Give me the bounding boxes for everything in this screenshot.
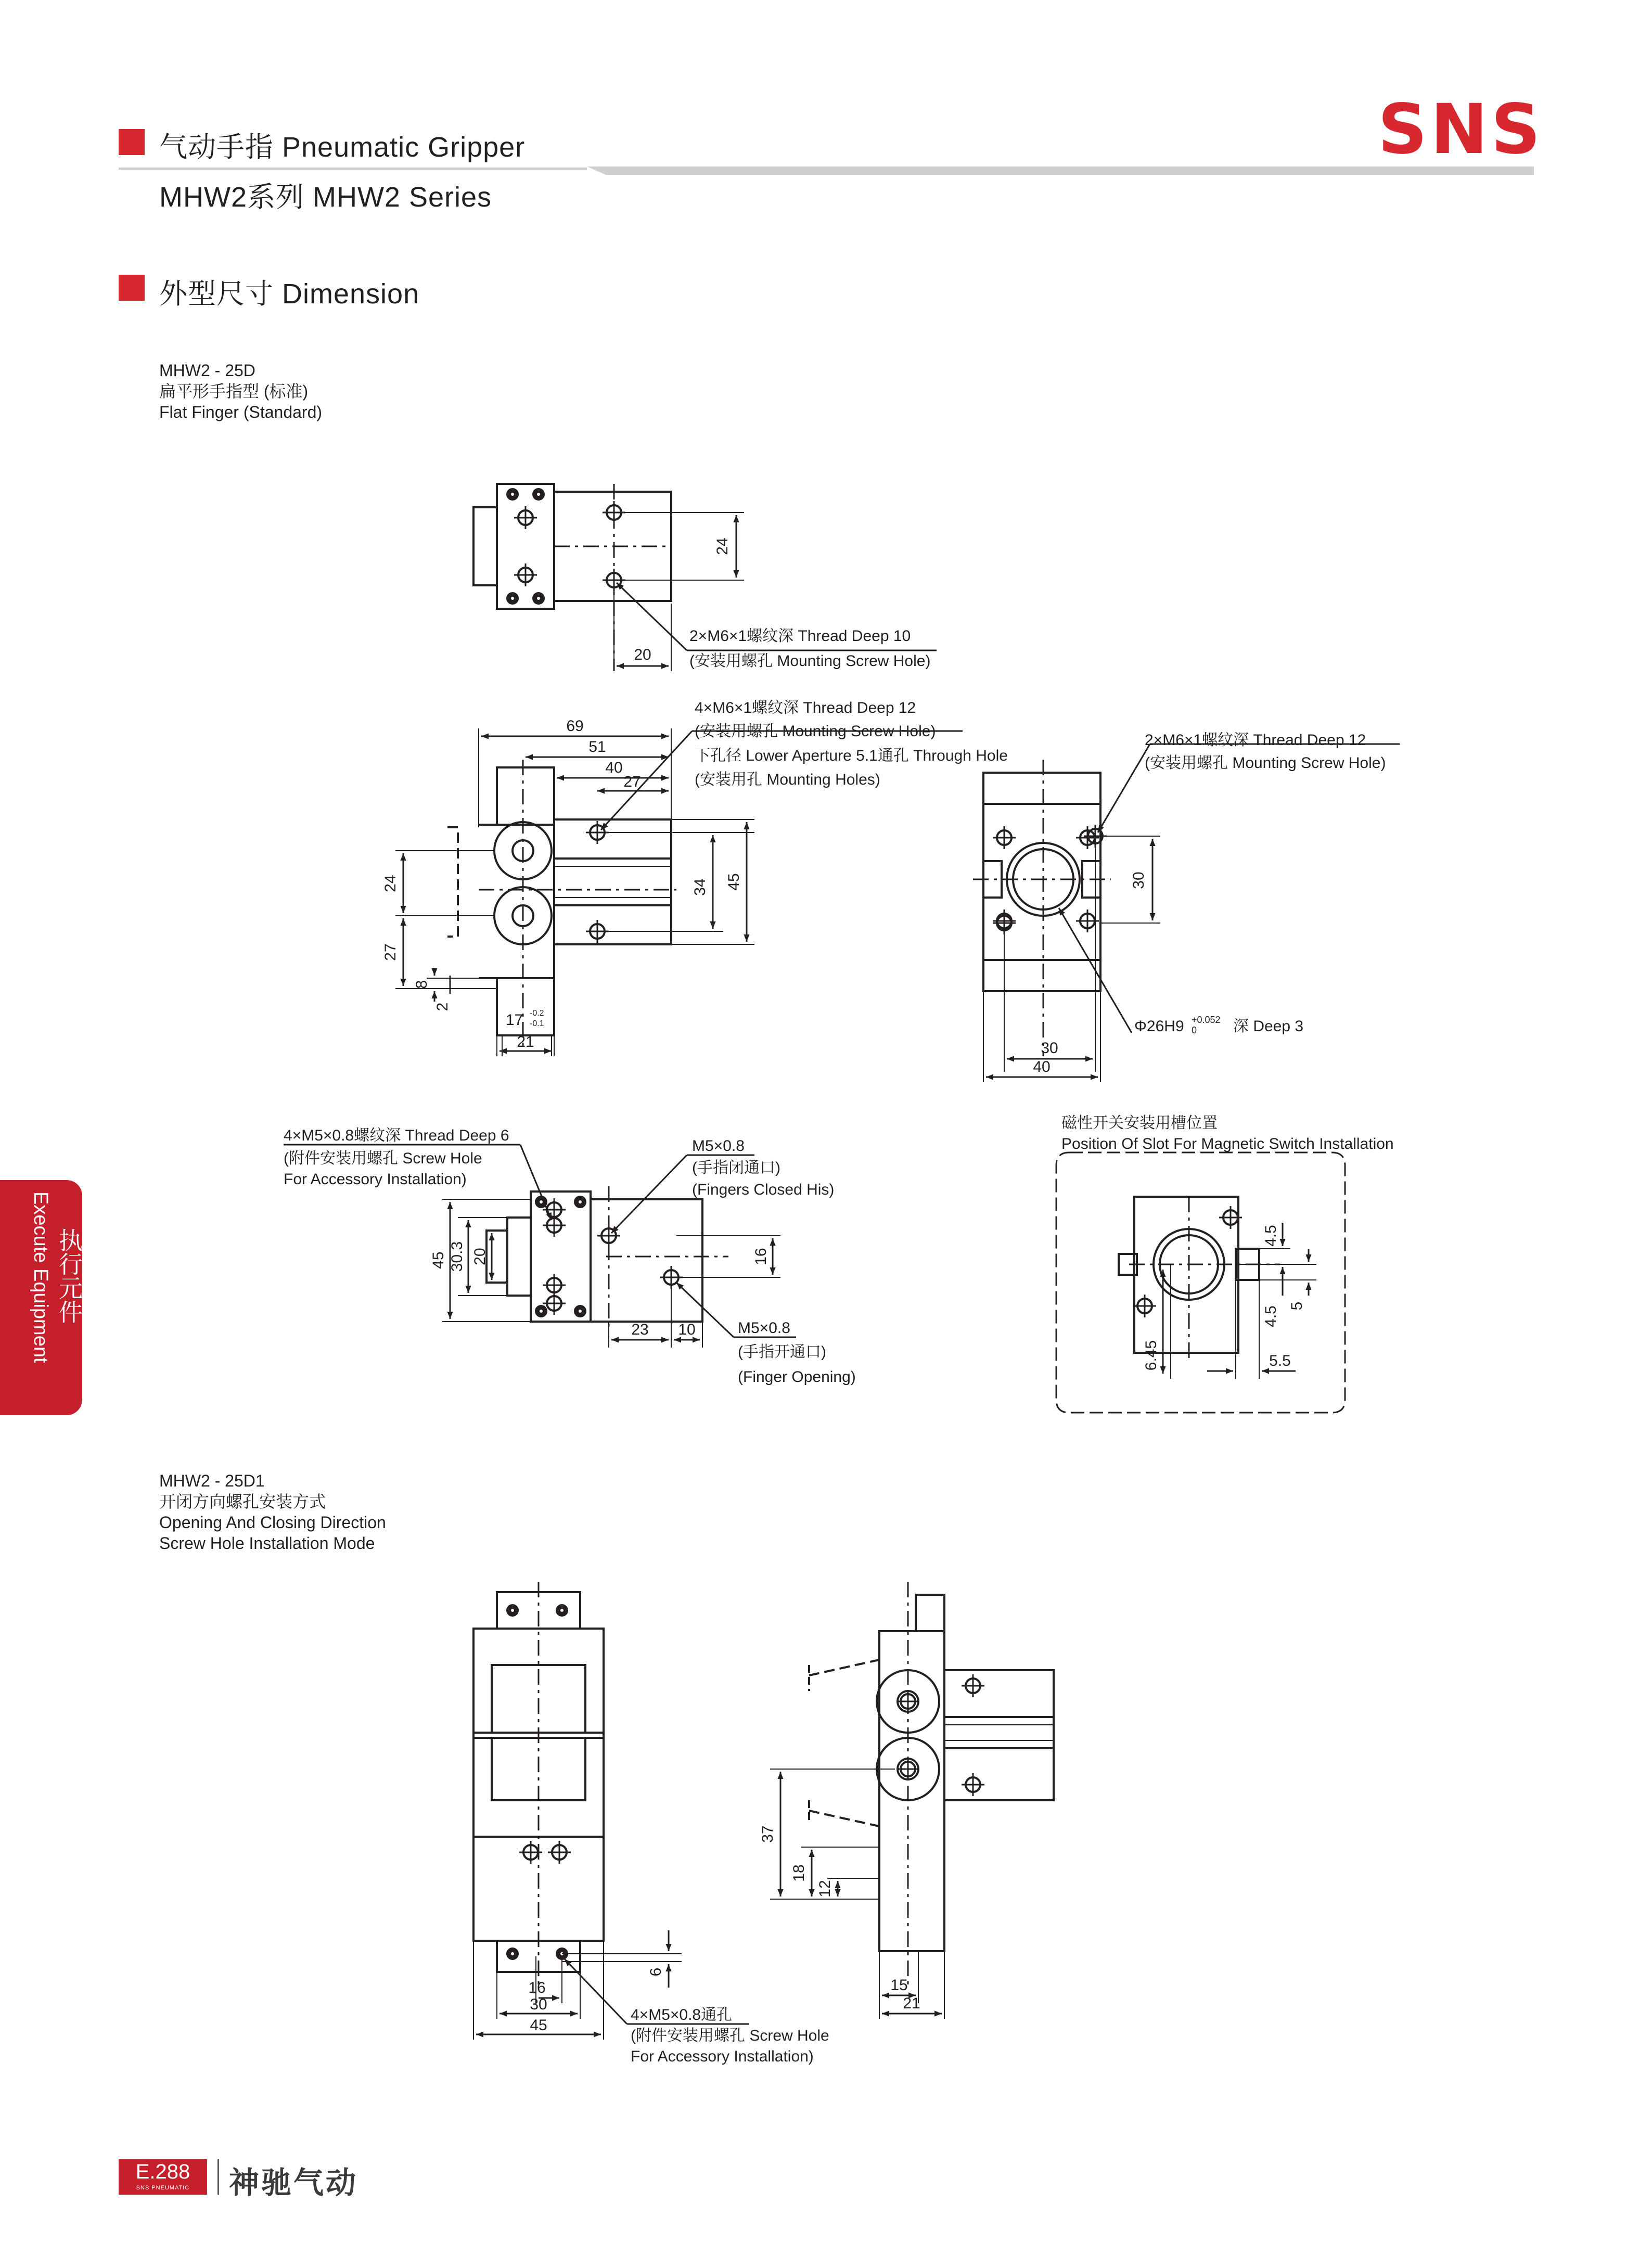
- callout-open-2: (手指开通口): [738, 1343, 826, 1361]
- footer-divider: [217, 2159, 219, 2195]
- callout-top-hole-1: 2×M6×1螺纹深 Thread Deep 10: [689, 627, 911, 645]
- section-title: 外型尺寸 Dimension: [159, 278, 420, 310]
- callout-close-2: (手指闭通口): [692, 1159, 780, 1176]
- dim-label: 40: [605, 759, 623, 776]
- callout-mid-hole-4: (安装用孔 Mounting Holes): [695, 771, 880, 788]
- dim-label: 20: [471, 1248, 489, 1265]
- dim-label: 16: [752, 1248, 770, 1265]
- dim-label: 21: [517, 1033, 534, 1050]
- view-d1-front: [473, 1582, 749, 2040]
- side-tab-en: Execute Equipment: [30, 1192, 52, 1363]
- callout-acc-3: For Accessory Installation): [284, 1171, 467, 1188]
- view-switch-slot: [1056, 1152, 1345, 1413]
- callout-thru-2: (附件安装用螺孔 Screw Hole: [631, 2027, 829, 2044]
- dim-label: 17: [506, 1011, 523, 1029]
- dim-label: 5.5: [1269, 1352, 1291, 1369]
- dim-label: 51: [588, 738, 606, 755]
- view-side: [973, 744, 1400, 1082]
- dim-label: 23: [631, 1321, 649, 1338]
- dim-label: 4.5: [1262, 1225, 1279, 1247]
- dim-label: 24: [382, 875, 399, 892]
- dim-label: 45: [530, 2017, 547, 2034]
- dim-label: 10: [678, 1321, 696, 1338]
- footer-brand: 神驰气动: [229, 2166, 358, 2200]
- page-title: 气动手指 Pneumatic Gripper: [159, 132, 526, 163]
- side-tab-cn: 执行元件: [56, 1228, 83, 1324]
- callout-bore-tol-up: +0.052: [1192, 1015, 1221, 1025]
- page-number-box: [119, 2159, 207, 2195]
- dim-label: 30.3: [449, 1241, 466, 1272]
- model1-code: MHW2 - 25D: [159, 361, 255, 380]
- dim-label: 37: [759, 1825, 776, 1843]
- brand-logo: SNS: [1378, 89, 1544, 170]
- dim-tolerance: -0.1: [530, 1019, 544, 1028]
- model1-en: Flat Finger (Standard): [159, 403, 323, 421]
- callout-thru-3: For Accessory Installation): [631, 2048, 814, 2065]
- page-number: E.288: [135, 2160, 190, 2183]
- callout-mid-hole-2: (安装用螺孔 Mounting Screw Hole): [695, 723, 936, 740]
- dim-label: 30: [1041, 1040, 1058, 1057]
- callout-mid-hole-1: 4×M6×1螺纹深 Thread Deep 12: [695, 699, 916, 716]
- dim-label: 6: [647, 1967, 664, 1977]
- callout-right-hole-1: 2×M6×1螺纹深 Thread Deep 12: [1145, 732, 1366, 749]
- callout-open-3: (Finger Opening): [738, 1368, 856, 1386]
- dim-tolerance: -0.2: [530, 1009, 544, 1018]
- callout-thru-1: 4×M5×0.8通孔: [631, 2006, 733, 2023]
- model1-cn: 扁平形手指型 (标准): [159, 382, 309, 401]
- dim-label: 69: [566, 718, 584, 735]
- dim-label: 6.45: [1143, 1340, 1160, 1371]
- model2-cn: 开闭方向螺孔安装方式: [159, 1492, 326, 1511]
- dim-label: 27: [382, 943, 399, 961]
- callout-open-1: M5×0.8: [738, 1319, 790, 1337]
- callout-bore-tol-dn: 0: [1192, 1025, 1197, 1035]
- series-title: MHW2系列 MHW2 Series: [159, 182, 492, 213]
- callout-close-1: M5×0.8: [692, 1137, 745, 1155]
- dim-label: 15: [890, 1977, 908, 1994]
- dim-label: 20: [634, 646, 651, 663]
- dim-label: 12: [816, 1880, 834, 1898]
- dim-label: 45: [725, 873, 742, 891]
- callout-right-hole-2: (安装用螺孔 Mounting Screw Hole): [1145, 754, 1386, 772]
- model2-code: MHW2 - 25D1: [159, 1471, 265, 1490]
- model2-en2: Screw Hole Installation Mode: [159, 1534, 375, 1553]
- callout-bore-deep: 深 Deep 3: [1233, 1018, 1304, 1035]
- callout-bore: Φ26H9: [1134, 1018, 1184, 1035]
- dim-label: 21: [903, 1995, 920, 2012]
- page-number-sub: SNS PNEUMATIC: [136, 2185, 190, 2191]
- callout-acc-2: (附件安装用螺孔 Screw Hole: [284, 1150, 482, 1167]
- dim-label: 27: [623, 773, 641, 790]
- dim-label: 30: [530, 1996, 547, 2013]
- callout-mid-hole-3: 下孔径 Lower Aperture 5.1通孔 Through Hole: [695, 747, 1008, 764]
- dim-label: 24: [714, 537, 731, 555]
- dim-label: 40: [1033, 1058, 1051, 1075]
- slot-title-cn: 磁性开关安装用槽位置: [1061, 1114, 1218, 1132]
- dim-label: 5: [1288, 1301, 1305, 1311]
- dim-label: 34: [691, 878, 709, 896]
- slot-title-en: Position Of Slot For Magnetic Switch Installation: [1061, 1135, 1394, 1152]
- dim-label: 45: [430, 1251, 447, 1269]
- dim-label: 30: [1130, 872, 1147, 889]
- callout-close-3: (Fingers Closed His): [692, 1181, 835, 1198]
- dim-label: 18: [790, 1864, 808, 1882]
- dim-label: 4.5: [1262, 1305, 1279, 1327]
- callout-acc-1: 4×M5×0.8螺纹深 Thread Deep 6: [284, 1127, 509, 1144]
- view-d1-side: [770, 1582, 1054, 2019]
- dim-label: 8: [413, 980, 430, 989]
- dim-label: 16: [528, 1979, 546, 1996]
- callout-top-hole-2: (安装用螺孔 Mounting Screw Hole): [689, 652, 931, 670]
- model2-en1: Opening And Closing Direction: [159, 1513, 386, 1532]
- dim-label: 2: [434, 1002, 451, 1011]
